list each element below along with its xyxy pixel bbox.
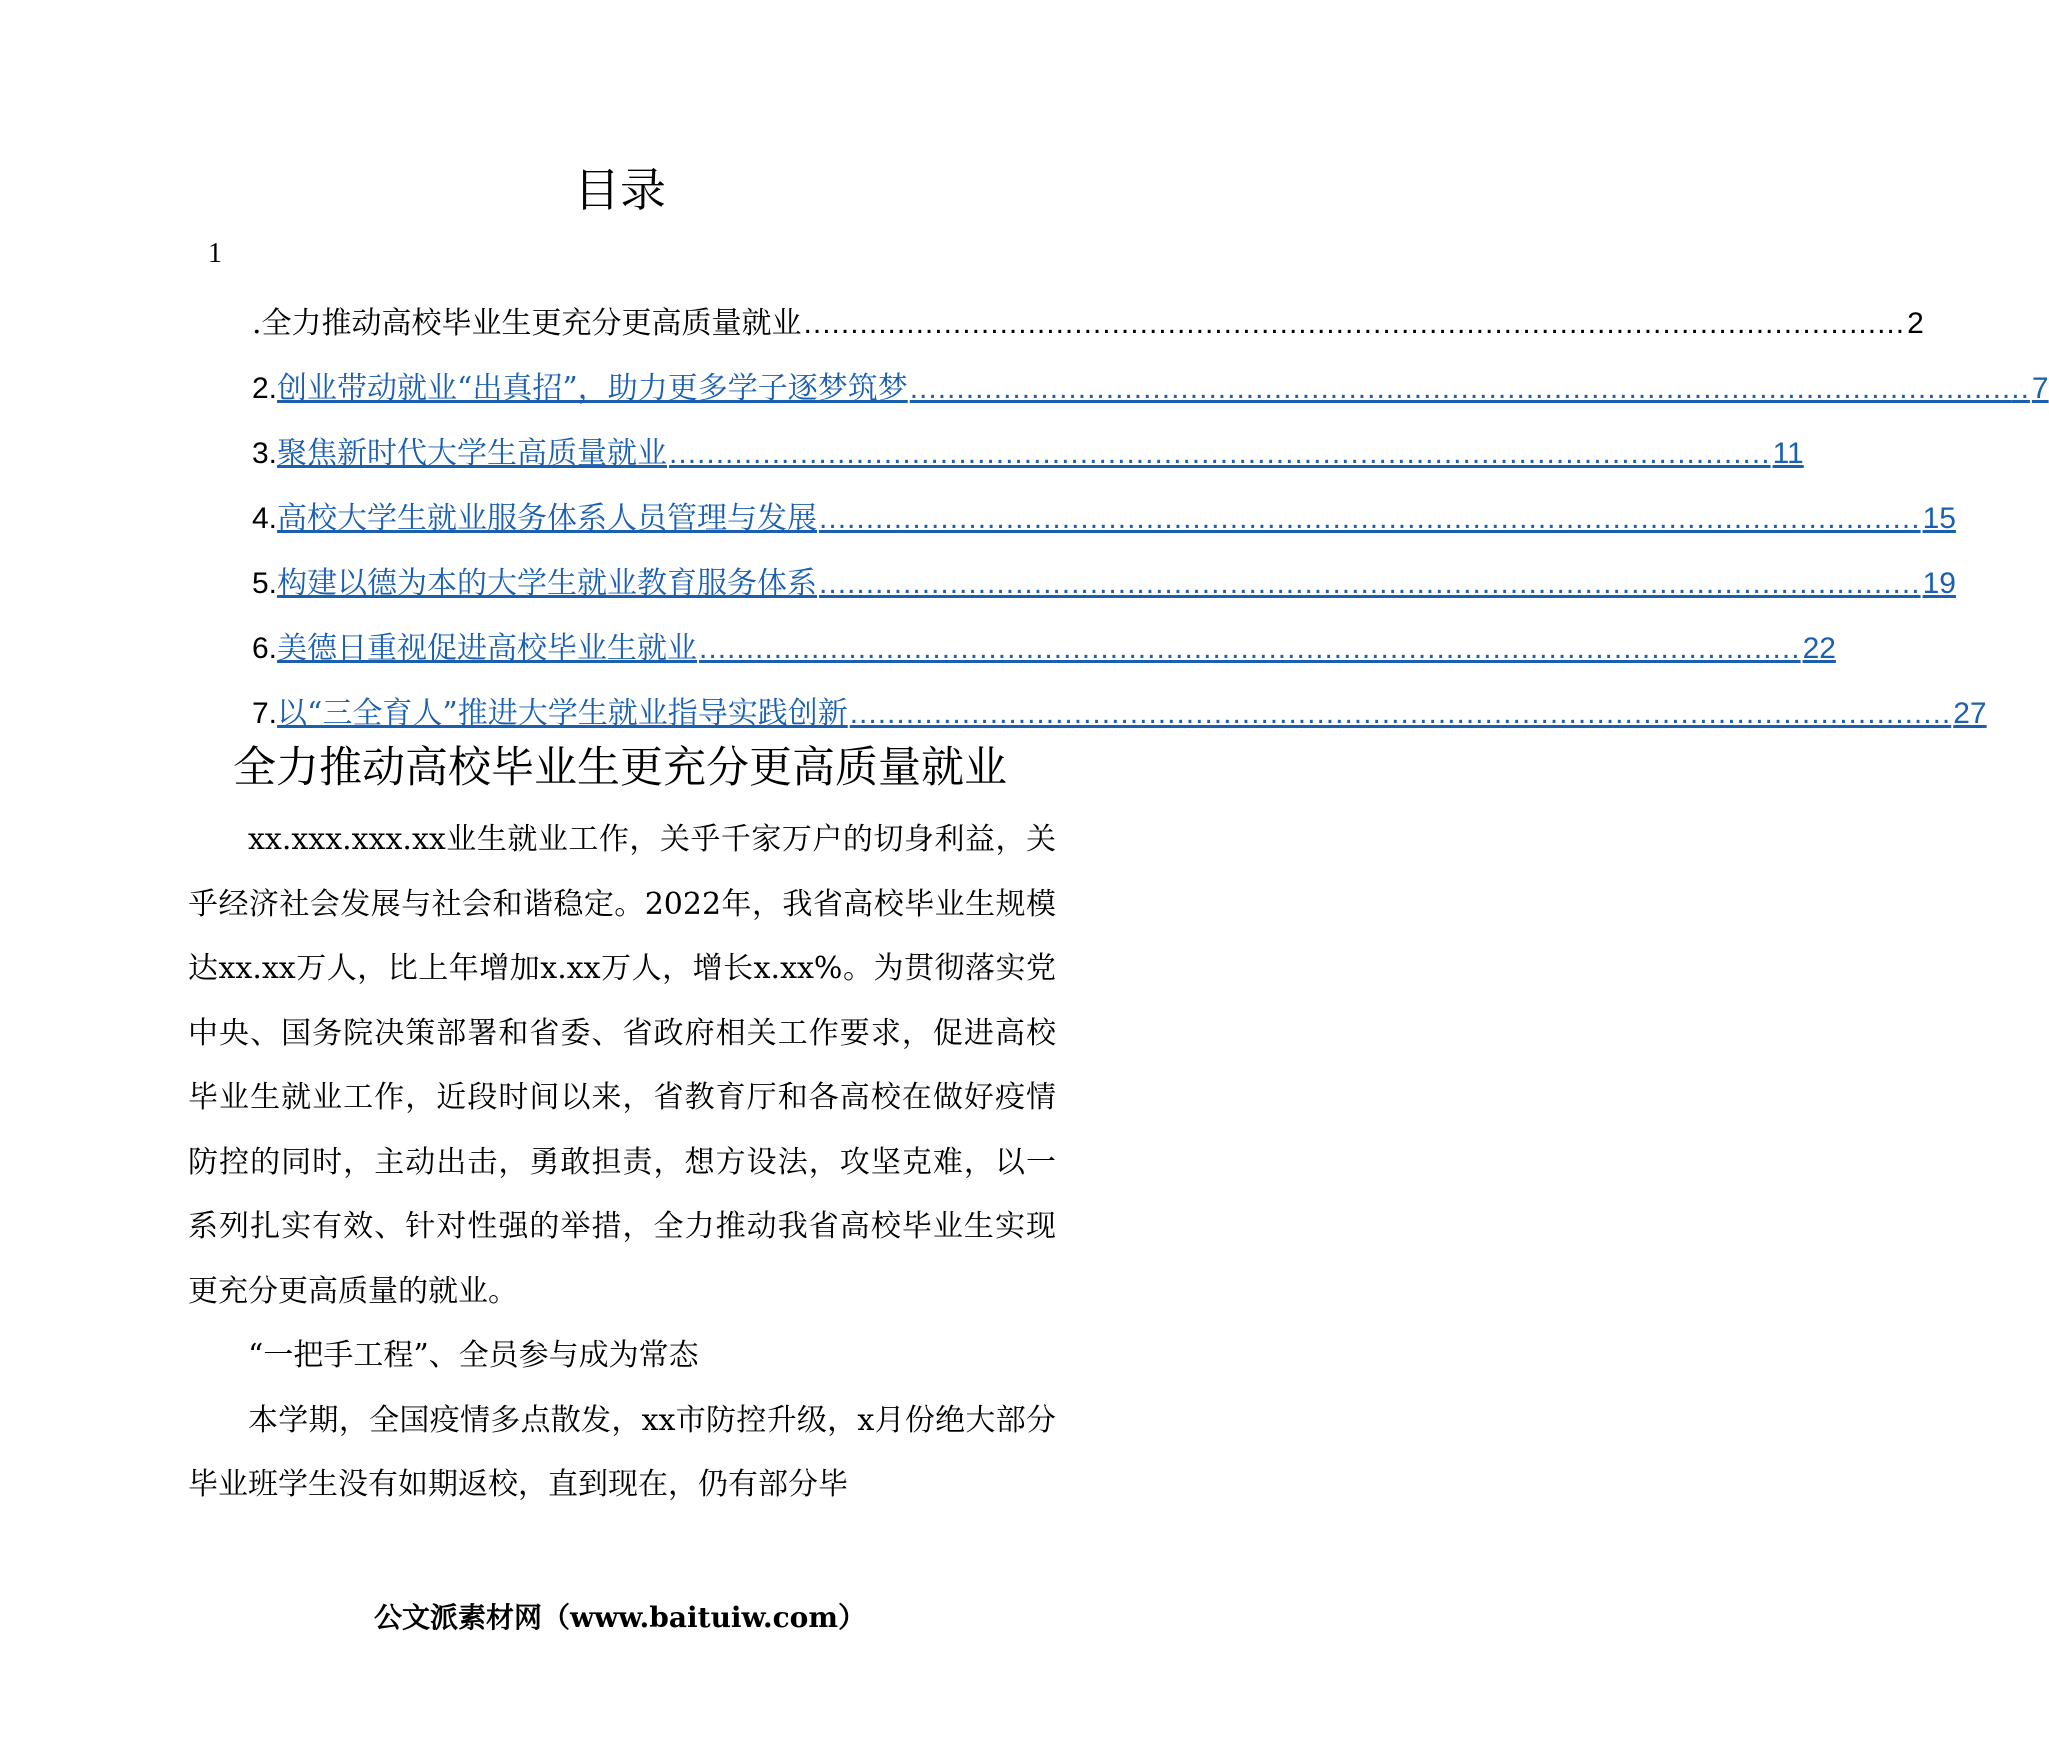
page-footer: 公文派素材网（www.baituiw.com）	[374, 1601, 866, 1634]
toc-leader-dots	[699, 632, 1801, 666]
article-title: 全力推动高校毕业生更充分更高质量就业	[233, 743, 1007, 793]
toc-item[interactable]	[252, 558, 1956, 623]
toc-item-number: 6.	[252, 632, 278, 665]
toc-item[interactable]	[252, 428, 1804, 493]
toc-item-number: 2.	[252, 372, 278, 405]
toc-item-page[interactable]: 15	[1922, 502, 1956, 535]
toc-item[interactable]	[252, 298, 1924, 363]
toc-item[interactable]	[252, 363, 2049, 428]
toc-item[interactable]	[252, 623, 1836, 688]
toc-item-page: 2	[1907, 307, 1924, 340]
toc-item-title[interactable]: 聚焦新时代大学生高质量就业	[277, 436, 668, 471]
toc-item-title[interactable]: 高校大学生就业服务体系人员管理与发展	[277, 501, 818, 536]
toc-item-title[interactable]: 创业带动就业“出真招”，助力更多学子逐梦筑梦	[277, 371, 908, 406]
toc-leader-dots	[850, 697, 1952, 731]
toc-item-page[interactable]: 22	[1802, 632, 1836, 665]
body-paragraph: xx.xxx.xxx.xx业生就业工作，关乎千家万户的切身利益，关乎经济社会发展与社会和谐稳定。2022年，我省高校毕业生规模达xx.xx万人，比上年增加x.xx万人，增长x.xx%。为贯彻落实党中央、国务院决策部署和省委、省政府相关工作要求，促进高校毕业生就业工作，近段时间以来，省教育厅和各高校在做好疫情防控的同时，主动出击，勇敢担责，想方设法，攻坚克难，以一系列扎实有效、针对性强的举措，全力推动我省高校毕业生实现更充分更高质量的就业。	[188, 822, 1056, 1309]
toc-item-page[interactable]: 11	[1772, 437, 1804, 470]
table-of-contents	[252, 298, 2049, 753]
toc-item-title[interactable]: 美德日重视促进高校毕业生就业	[277, 631, 698, 666]
body-paragraph: 本学期，全国疫情多点散发，xx市防控升级，x月份绝大部分毕业班学生没有如期返校，直到现在，仍有部分毕	[188, 1402, 1056, 1502]
section-heading: “一把手工程”、全员参与成为常态	[248, 1338, 699, 1373]
toc-leader-dots	[819, 502, 1921, 536]
toc-item[interactable]	[252, 493, 1956, 558]
toc-item-number: 5.	[252, 567, 278, 600]
toc-leader-dots	[669, 437, 1771, 471]
toc-leading-number: 1	[208, 238, 222, 269]
toc-item-title[interactable]: 以“三全育人”推进大学生就业指导实践创新	[277, 696, 848, 731]
article-body	[188, 808, 1056, 1518]
toc-leader-dots: ..... ..	[910, 372, 2030, 406]
toc-item-number: 4.	[252, 502, 278, 535]
toc-item-page[interactable]: 19	[1922, 567, 1956, 600]
toc-title: 目录	[574, 163, 666, 217]
toc-item-page[interactable]: 7	[2031, 372, 2049, 405]
toc-item-title: .全力推动高校毕业生更充分更高质量就业	[252, 306, 802, 341]
toc-item-number: 7.	[252, 697, 278, 730]
toc-leader-dots	[804, 307, 1906, 341]
toc-item-page[interactable]: 27	[1953, 697, 1987, 730]
toc-leader-dots	[819, 567, 1921, 601]
toc-item-number: 3.	[252, 437, 278, 470]
toc-item-title[interactable]: 构建以德为本的大学生就业教育服务体系	[277, 566, 818, 601]
